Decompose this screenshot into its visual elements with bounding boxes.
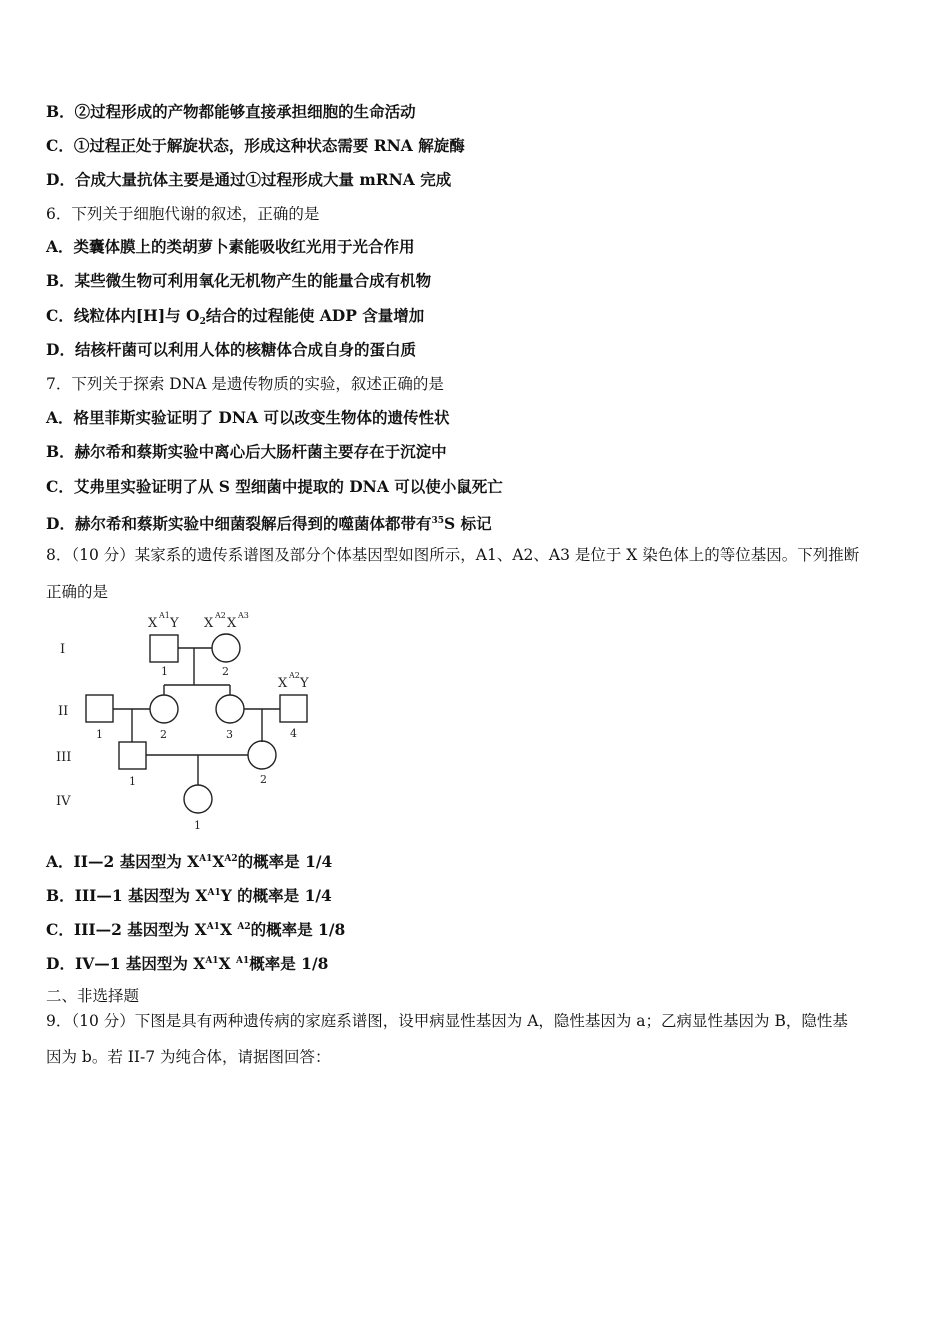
q8-option-b-post: Y 的概率是 1/4 bbox=[220, 886, 332, 905]
q9-stem-line2: 因为 b。若 II-7 为纯合体，请据图回答： bbox=[46, 1048, 331, 1066]
q8-option-b bbox=[46, 883, 332, 906]
q6-option-c-sub: 2 bbox=[199, 317, 206, 327]
q8-option-c-mid: X bbox=[219, 920, 238, 939]
q6-option-d: D．结核杆菌可以利用人体的核糖体合成自身的蛋白质 bbox=[46, 340, 416, 359]
q6-option-b: B．某些微生物可利用氧化无机物产生的能量合成有机物 bbox=[46, 271, 432, 290]
q8-option-d-post: 概率是 1/8 bbox=[249, 954, 329, 973]
q7-stem: 7．下列关于探索 DNA 是遗传物质的实验，叙述正确的是 bbox=[46, 375, 444, 393]
II4-genotype-x: X bbox=[278, 676, 288, 691]
I2-genotype-x1: X bbox=[204, 616, 214, 631]
III2-female-circle bbox=[248, 741, 276, 769]
II2-female-circle bbox=[150, 695, 178, 723]
q8-stem-line1: 8．（10 分）某家系的遗传系谱图及部分个体基因型如图所示，A1、A2、A3 是位于 X 染色体上的等位基因。下列推断 bbox=[46, 546, 860, 564]
q8-stem-line2: 正确的是 bbox=[46, 583, 109, 601]
q8-option-b-sup1: A1 bbox=[207, 888, 221, 898]
q9-stem-line1: 9．（10 分）下图是具有两种遗传病的家庭系谱图，设甲病显性基因为 A，隐性基因为 a；乙病显性基因为 B，隐性基 bbox=[46, 1012, 848, 1030]
q7-option-d bbox=[46, 511, 492, 534]
I1-male-square bbox=[150, 635, 178, 662]
q8-option-d bbox=[46, 951, 328, 974]
II4-male-square bbox=[280, 695, 307, 722]
q6-option-c-post: 结合的过程能使 ADP 含量增加 bbox=[205, 306, 425, 325]
q8-option-d-mid: X bbox=[218, 954, 237, 973]
IV1-female-circle bbox=[184, 785, 212, 813]
num-III2: 2 bbox=[260, 773, 267, 786]
num-I1: 1 bbox=[161, 665, 168, 678]
q6-option-c bbox=[46, 306, 424, 332]
section2-title: 二、非选择题 bbox=[46, 987, 140, 1005]
num-II4: 4 bbox=[290, 727, 297, 740]
q7-option-d-post: S 标记 bbox=[443, 514, 492, 533]
num-IV1: 1 bbox=[194, 819, 201, 832]
q8-option-c-pre: C．III—2 基因型为 X bbox=[46, 920, 207, 939]
q7-option-a: A．格里菲斯实验证明了 DNA 可以改变生物体的遗传性状 bbox=[46, 408, 450, 427]
q5-option-c: C．①过程正处于解旋状态，形成这种状态需要 RNA 解旋酶 bbox=[46, 136, 465, 155]
q8-option-c bbox=[46, 917, 345, 940]
II4-genotype-sup: A2 bbox=[289, 671, 300, 680]
q7-option-d-pre: D．赫尔希和蔡斯实验中细菌裂解后得到的噬菌体都带有 bbox=[46, 514, 432, 533]
pedigree-diagram bbox=[46, 607, 336, 837]
q8-option-a-post: 的概率是 1/4 bbox=[237, 852, 333, 871]
num-II1: 1 bbox=[96, 728, 103, 741]
I2-genotype-sup2: A3 bbox=[238, 611, 249, 620]
I1-genotype-x: X bbox=[148, 616, 158, 631]
q8-option-c-sup1: A1 bbox=[206, 922, 220, 932]
I2-female-circle bbox=[212, 634, 240, 662]
q6-option-a: A．类囊体膜上的类胡萝卜素能吸收红光用于光合作用 bbox=[46, 237, 415, 256]
q8-option-a-sup1: A1 bbox=[199, 854, 213, 864]
I1-genotype-y: Y bbox=[170, 616, 179, 631]
num-II3: 3 bbox=[226, 728, 233, 741]
gen-label-I: I bbox=[60, 642, 66, 657]
q6-option-c-pre: C．线粒体内[H]与 O bbox=[46, 306, 200, 325]
num-II2: 2 bbox=[160, 728, 167, 741]
I2-genotype-x2: X bbox=[227, 616, 237, 631]
q8-option-d-pre: D．IV—1 基因型为 X bbox=[46, 954, 206, 973]
I1-genotype-sup: A1 bbox=[159, 611, 170, 620]
q8-option-c-sup2: A2 bbox=[237, 922, 251, 932]
gen-label-III: III bbox=[56, 750, 72, 765]
II3-female-circle bbox=[216, 695, 244, 723]
q8-option-a bbox=[46, 849, 332, 872]
q5-option-b: B．②过程形成的产物都能够直接承担细胞的生命活动 bbox=[46, 102, 416, 121]
num-I2: 2 bbox=[222, 665, 229, 678]
q8-option-a-sup2: A2 bbox=[224, 854, 238, 864]
q8-option-b-pre: B．III—1 基因型为 X bbox=[46, 886, 208, 905]
III1-male-square bbox=[119, 742, 146, 769]
q8-option-d-sup1: A1 bbox=[205, 956, 219, 966]
q8-option-a-pre: A．II—2 基因型为 X bbox=[46, 852, 200, 871]
gen-label-II: II bbox=[58, 704, 69, 719]
II4-genotype-y: Y bbox=[300, 676, 309, 691]
q5-option-d: D．合成大量抗体主要是通过①过程形成大量 mRNA 完成 bbox=[46, 170, 452, 189]
num-III1: 1 bbox=[129, 775, 136, 788]
gen-label-IV: IV bbox=[56, 794, 71, 809]
q8-option-a-mid: X bbox=[212, 852, 225, 871]
q7-option-d-sup: 35 bbox=[431, 516, 444, 526]
q7-option-b: B．赫尔希和蔡斯实验中离心后大肠杆菌主要存在于沉淀中 bbox=[46, 442, 447, 461]
q8-option-d-sup2: A1 bbox=[236, 956, 250, 966]
q6-stem: 6．下列关于细胞代谢的叙述，正确的是 bbox=[46, 205, 320, 223]
q7-option-c: C．艾弗里实验证明了从 S 型细菌中提取的 DNA 可以使小鼠死亡 bbox=[46, 477, 503, 496]
II1-male-square bbox=[86, 695, 113, 722]
q8-option-c-post: 的概率是 1/8 bbox=[250, 920, 346, 939]
I2-genotype-sup1: A2 bbox=[215, 611, 226, 620]
